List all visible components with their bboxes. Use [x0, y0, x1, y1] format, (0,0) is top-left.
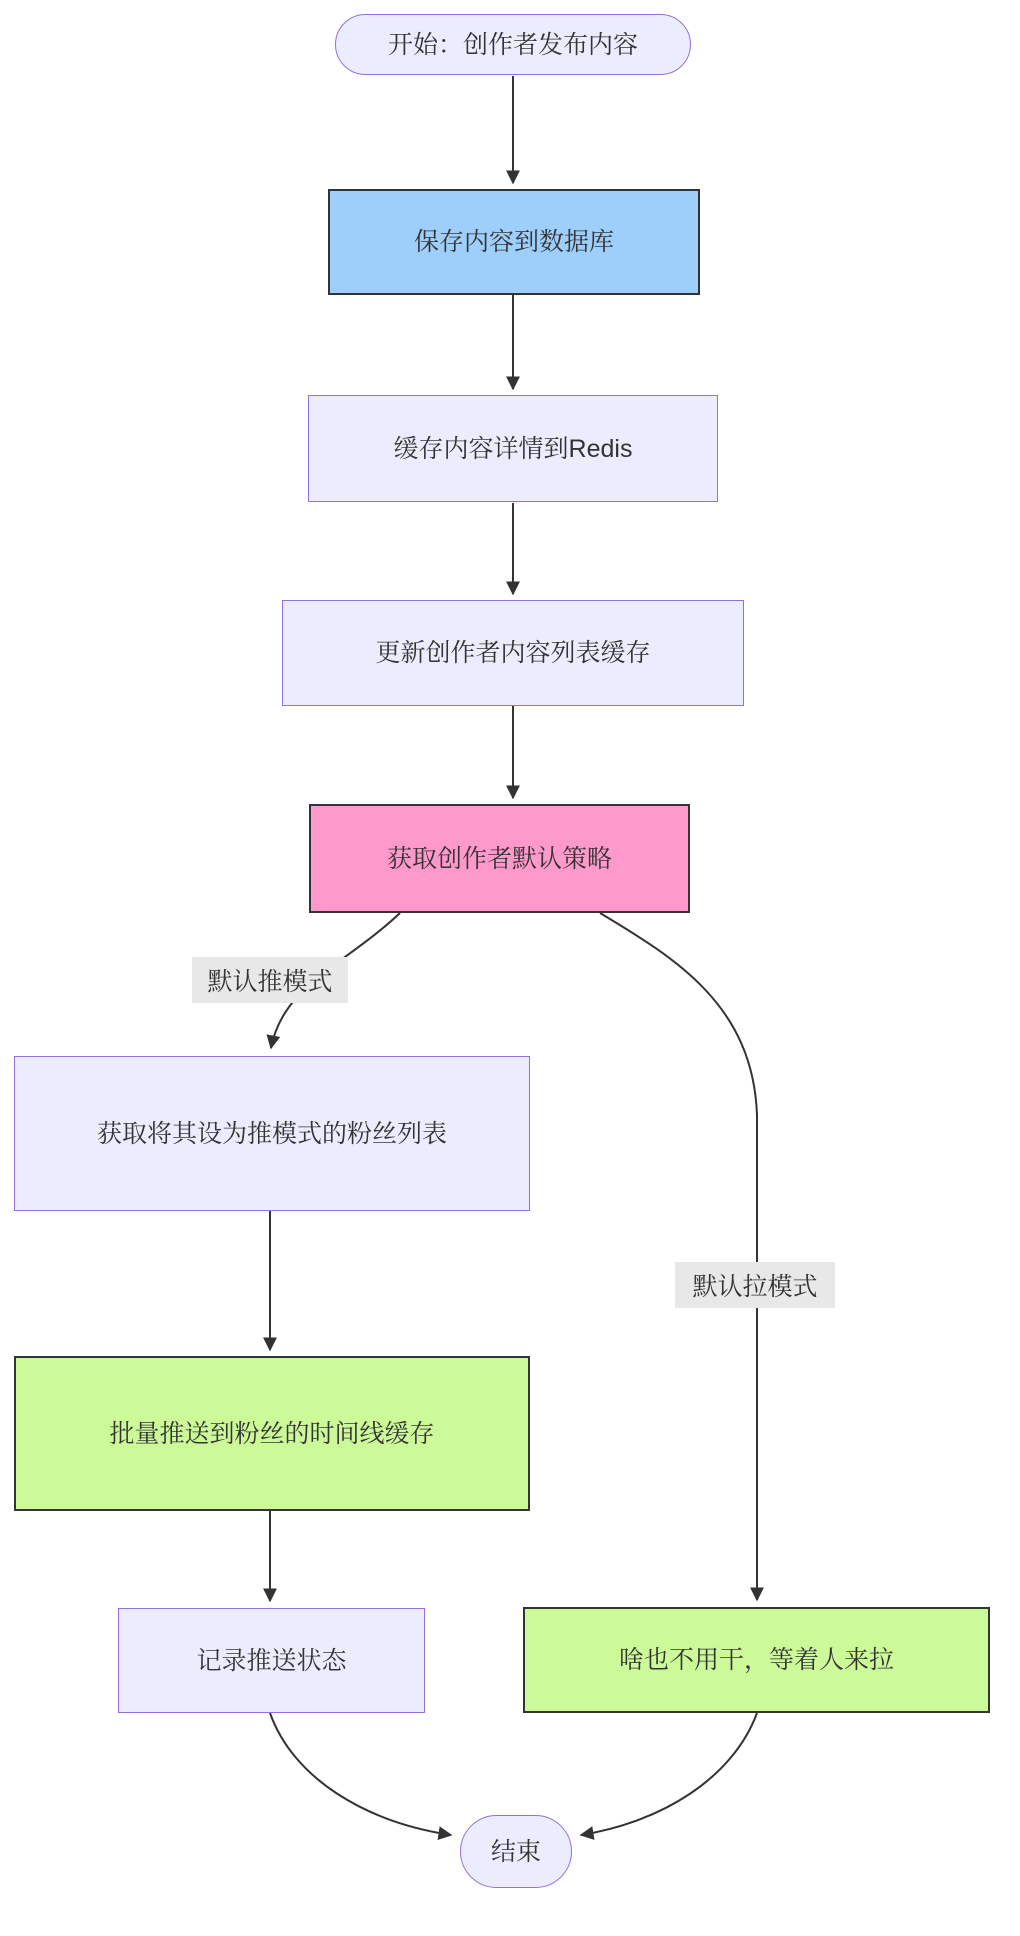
node-update-content-list: 更新创作者内容列表缓存 — [282, 600, 744, 706]
edge-record-to-end — [270, 1713, 451, 1835]
node-get-push-fans: 获取将其设为推模式的粉丝列表 — [14, 1056, 530, 1211]
edge-waitpull-to-end — [581, 1713, 757, 1835]
node-get-default-strategy: 获取创作者默认策略 — [309, 804, 690, 913]
node-start: 开始：创作者发布内容 — [335, 14, 691, 75]
node-cache-redis: 缓存内容详情到Redis — [308, 395, 718, 502]
node-batch-push-timeline: 批量推送到粉丝的时间线缓存 — [14, 1356, 530, 1511]
node-save-to-database: 保存内容到数据库 — [328, 189, 700, 295]
node-record-push-status: 记录推送状态 — [118, 1608, 425, 1713]
edge-strategy-to-waitpull — [600, 913, 757, 1600]
node-end: 结束 — [460, 1815, 572, 1888]
node-wait-for-pull: 啥也不用干，等着人来拉 — [523, 1607, 990, 1713]
edge-label-push-mode: 默认推模式 — [192, 957, 348, 1003]
edge-label-pull-mode: 默认拉模式 — [675, 1262, 835, 1308]
